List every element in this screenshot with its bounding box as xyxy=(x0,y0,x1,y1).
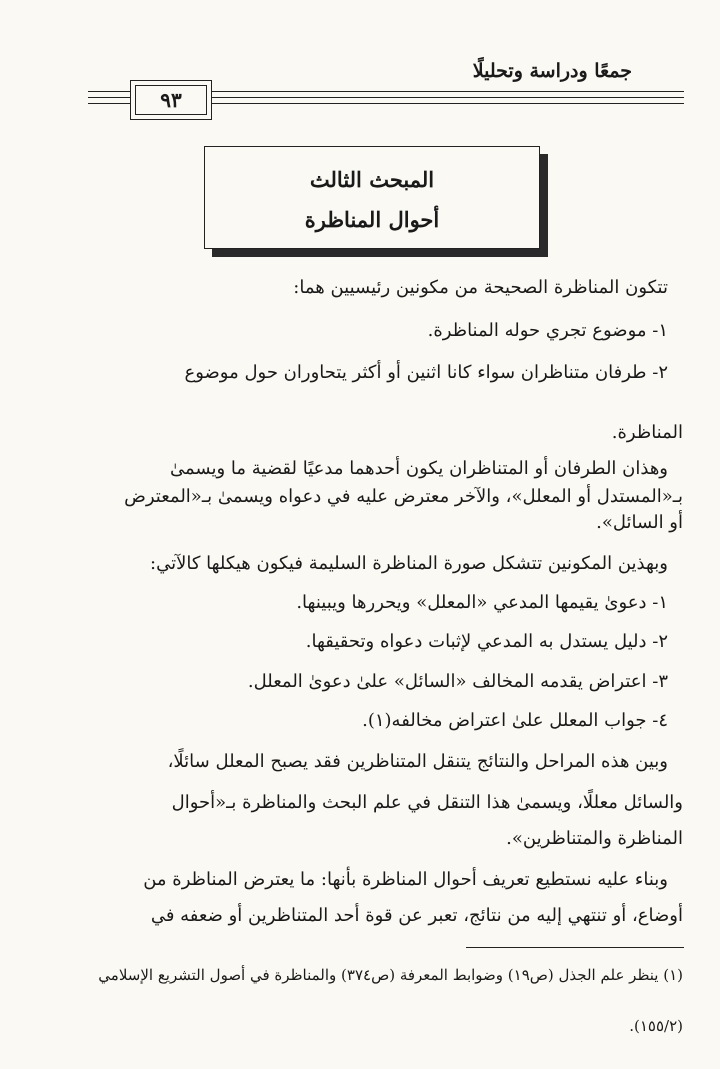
paragraph-line: وهذان الطرفان أو المتناظران يكون أحدهما مدعيًا لقضية ما ويسمىٰ xyxy=(170,458,668,479)
footnote-separator xyxy=(466,947,684,948)
text-line: تتكون المناظرة الصحيحة من مكونين رئيسيين هما: xyxy=(293,277,668,298)
text-line: والسائل معللًا، ويسمىٰ هذا التنقل في علم البحث والمناظرة بـ«أحوال xyxy=(171,792,683,813)
text-line: المناظرة والمتناظرين». xyxy=(506,828,683,849)
text-line: بـ«المستدل أو المعلل»، والآخر معترض عليه في دعواه ويسمىٰ بـ«المعترض xyxy=(124,486,683,507)
text-line: أوضاع، أو تنتهي إليه من نتائج، تعبر عن قوة أحد المتناظرين أو ضعفه في xyxy=(150,905,683,926)
page-number: ٩٣ xyxy=(135,85,207,115)
paragraph-line: وبهذين المكونين تتشكل صورة المناظرة السليمة فيكون هيكلها كالآتي: xyxy=(150,553,668,574)
text-line: أو السائل». xyxy=(596,512,683,533)
running-head: جمعًا ودراسة وتحليلًا xyxy=(472,60,632,82)
header-rule-left xyxy=(88,97,130,98)
header-rule-right xyxy=(212,103,684,104)
page-number-box xyxy=(130,80,212,120)
footnote: (١٥٥/٢). xyxy=(629,1017,683,1035)
header-rule-left xyxy=(88,91,130,92)
list-item: ٤- جواب المعلل علىٰ اعتراض مخالفه(١). xyxy=(362,710,668,731)
list-item: ٢- دليل يستدل به المدعي لإثبات دعواه وتحقيقها. xyxy=(305,631,668,652)
paragraph-line: وبين هذه المراحل والنتائج يتنقل المتناظرين فقد يصبح المعلل سائلًا، xyxy=(167,751,668,772)
list-item: ١- موضوع تجري حوله المناظرة. xyxy=(427,320,668,341)
header-rule-right xyxy=(212,97,684,98)
section-heading: المبحث الثالث xyxy=(309,167,435,192)
list-item: ٢- طرفان متناظران سواء كانا اثنين أو أكثر يتحاوران حول موضوع xyxy=(184,362,668,383)
section-title: أحوال المناظرة xyxy=(304,207,440,232)
list-item: ٣- اعتراض يقدمه المخالف «السائل» علىٰ دعوىٰ المعلل. xyxy=(247,671,668,692)
text-line: المناظرة. xyxy=(611,422,683,443)
section-title-box xyxy=(204,146,540,249)
list-item: ١- دعوىٰ يقيمها المدعي «المعلل» ويحررها ويبينها. xyxy=(296,592,668,613)
paragraph-line: وبناء عليه نستطيع تعريف أحوال المناظرة بأنها: ما يعترض المناظرة من xyxy=(143,869,668,890)
header-rule-right xyxy=(212,91,684,92)
header-rule-left xyxy=(88,103,130,104)
footnote: (١) ينظر علم الجذل (ص١٩) وضوابط المعرفة (ص٣٧٤) والمناظرة في أصول التشريع الإسلامي xyxy=(98,966,683,984)
